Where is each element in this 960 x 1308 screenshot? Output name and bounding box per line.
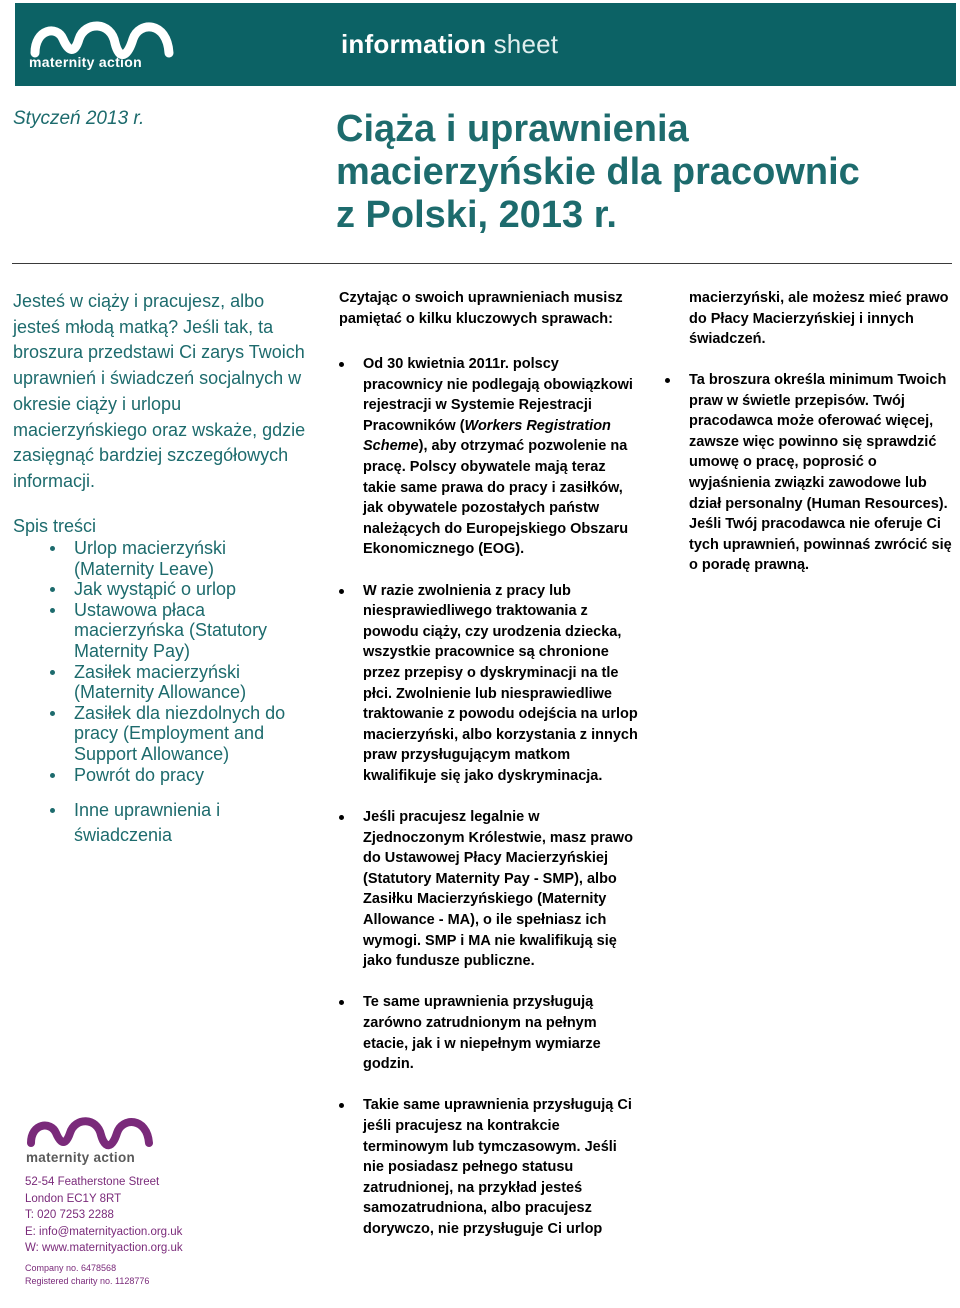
list-item: Takie same uprawnienia przysługują Ci jeśli pracujesz na kontrakcie terminowym lub tymczasowym. Jeśli nie posiadasz pełnego statusu zatrudnionej, na przykład jesteś samozatrudniona, albo pracujesz dorywczo, nie przysługuje Ci urlop (339, 1095, 639, 1239)
charity-number: Registered charity no. 1128776 (25, 1275, 150, 1286)
toc-item-other-rights[interactable]: Inne uprawnienia i świadczenia (46, 798, 306, 848)
toc-item-maternity-allowance[interactable]: Zasiłek macierzyński (Maternity Allowance) (46, 662, 306, 703)
footer-logo-icon (25, 1113, 157, 1153)
address-line-1: 52-54 Featherstone Street (25, 1176, 160, 1188)
footer-registration (25, 1262, 149, 1287)
toc-item-statutory-maternity-pay[interactable]: Ustawowa płaca macierzyńska (Statutory Maternity Pay) (46, 600, 306, 662)
sheet-title-light: sheet (486, 29, 559, 59)
sheet-title (341, 29, 558, 60)
publication-date: Styczeń 2013 r. (13, 108, 145, 129)
continuation-text: macierzyński, ale możesz mieć prawo do Płacy Macierzyńskiej i innych świadczeń. (689, 290, 949, 348)
logo-text: maternity action (29, 54, 142, 70)
list-item: W razie zwolnienia z pracy lub niesprawiedliwego traktowania z powodu ciąży, czy urodzenia dziecka, wszystkie pracownice są chronione przez przepisy o dyskryminacji na tle płci. Zwolnienie lub niesprawiedliwe traktowanie z powodu odejścia na urlop macierzyński, albo korzystania z innych praw przysługującym matkom kwalifikuje się jako dyskryminacja. (339, 581, 639, 787)
intro-paragraph: Jesteś w ciąży i pracujesz, albo jesteś młodą matką? Jeśli tak, ta broszura przedstawi Ci zarys Twoich uprawnień i świadczeń socjalnych w okresie ciąży i urlopu macierzyńskiego oraz wskaże, gdzie zasięgnąć bardziej szczegółowych informacji. (13, 291, 306, 491)
key-points-list-continued (665, 370, 955, 576)
toc-item-how-to-apply[interactable]: Jak wystąpić o urlop (46, 579, 306, 600)
list-item: Jeśli pracujesz legalnie w Zjednoczonym Królestwie, masz prawo do Ustawowej Płacy Macierzyńskiej (Statutory Maternity Pay - SMP), albo Zasiłku Macierzyńskiego (Maternity Allowance - MA), o ile spełniasz ich wymogi. SMP i MA nie kwalifikują się jako fundusze publiczne. (339, 807, 639, 972)
title-line-3: z Polski, 2013 r. (336, 194, 617, 236)
toc-item-employment-support-allowance[interactable]: Zasiłek dla niezdolnych do pracy (Employment and Support Allowance) (46, 703, 306, 765)
list-item: Te same uprawnienia przysługują zarówno zatrudnionym na pełnym etacie, jak i w niepełnym wymiarze godzin. (339, 992, 639, 1074)
footer-org-name: maternity action (26, 1150, 136, 1165)
key-points-list (339, 354, 639, 1260)
phone-number: T: 020 7253 2288 (25, 1209, 114, 1221)
bullet-italic-text: Workers Registration Scheme (363, 417, 611, 455)
toc-item-maternity-leave[interactable]: Urlop macierzyński (Maternity Leave) (46, 538, 306, 579)
title-line-2: macierzyńskie dla pracownic (336, 151, 860, 193)
title-line-1: Ciąża i uprawnienia (336, 108, 689, 150)
bullet-text: ), aby otrzymać pozwolenie na pracę. Polscy obywatele mają teraz takie same prawa do pracy i zasiłków, jak obywatele pozostałych państw należących do Europejskiego Obszaru Ekonomicznego (EOG). (363, 438, 629, 558)
table-of-contents (46, 538, 306, 848)
header-banner (15, 3, 956, 86)
email-link[interactable]: E: info@maternityaction.org.uk (25, 1225, 183, 1238)
sheet-title-bold: information (341, 29, 487, 59)
document-title (336, 108, 936, 237)
list-item (339, 354, 639, 560)
website-link[interactable]: W: www.maternityaction.org.uk (25, 1242, 183, 1254)
address-line-2: London EC1Y 8RT (25, 1192, 122, 1205)
list-item: Ta broszura określa minimum Twoich praw w świetle przepisów. Twój pracodawca może oferować więcej, zawsze więc powinno się sprawdzić umowę o pracę, poprosić o wyjaśnienia związki zawodowe lub dział personalny (Human Resources). Jeśli Twój pracodawca nie oferuje Ci tych uprawnień, powinnaś zwrócić się o poradę prawną. (665, 370, 955, 576)
divider (12, 263, 952, 264)
footer-contact (25, 1174, 183, 1257)
company-number: Company no. 6478568 (25, 1263, 117, 1273)
bullet-text: Od 30 kwietnia 2011r. polscy pracownicy nie podlegają obowiązkowi rejestracji w Systemie Rejestracji Pracowników ( (363, 356, 633, 434)
toc-heading: Spis treści (13, 516, 97, 536)
key-points-intro: Czytając o swoich uprawnieniach musisz pamiętać o kilku kluczowych sprawach: (339, 290, 623, 327)
toc-item-return-to-work[interactable]: Powrót do pracy (46, 765, 306, 786)
